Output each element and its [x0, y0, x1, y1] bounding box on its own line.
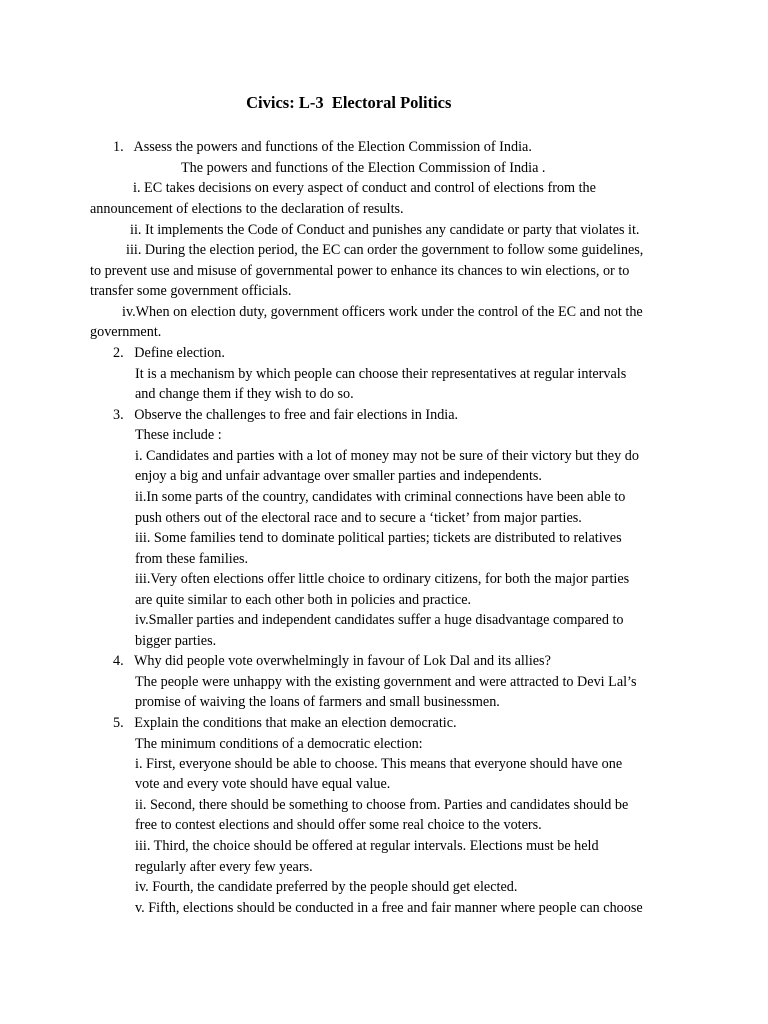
text-line: 3. Observe the challenges to free and fair elections in India.	[113, 407, 459, 423]
text-line: transfer some government officials.	[90, 283, 292, 299]
text-line: The powers and functions of the Election Commission of India .	[181, 160, 546, 176]
text-line: 2. Define election.	[113, 345, 225, 361]
text-line: iii. During the election period, the EC can order the government to follow some guidelines,	[126, 242, 644, 258]
text-line: push others out of the electoral race and to secure a ‘ticket’ from major parties.	[135, 510, 582, 526]
text-line: iii. Third, the choice should be offered at regular intervals. Elections must be held	[135, 838, 599, 854]
text-line: 1. Assess the powers and functions of the Election Commission of India.	[113, 139, 532, 155]
text-line: promise of waiving the loans of farmers and small businessmen.	[135, 694, 500, 710]
text-line: ii. It implements the Code of Conduct and punishes any candidate or party that violates it.	[130, 222, 640, 238]
text-line: i. Candidates and parties with a lot of money may not be sure of their victory but they do	[135, 448, 639, 464]
text-line: to prevent use and misuse of governmental power to enhance its chances to win elections, or to	[90, 263, 630, 279]
text-line: v. Fifth, elections should be conducted in a free and fair manner where people can choose	[135, 900, 643, 916]
text-line: i. First, everyone should be able to choose. This means that everyone should have one	[135, 756, 623, 772]
text-line: ii. Second, there should be something to choose from. Parties and candidates should be	[135, 797, 629, 813]
text-line: are quite similar to each other both in policies and practice.	[135, 592, 472, 608]
text-line: announcement of elections to the declaration of results.	[90, 201, 404, 217]
text-line: free to contest elections and should offer some real choice to the voters.	[135, 817, 542, 833]
text-line: iv.When on election duty, government officers work under the control of the EC and not the	[122, 304, 643, 320]
text-line: i. EC takes decisions on every aspect of conduct and control of elections from the	[133, 180, 596, 196]
text-line: bigger parties.	[135, 633, 217, 649]
text-line: and change them if they wish to do so.	[135, 386, 354, 402]
text-line: vote and every vote should have equal value.	[135, 776, 391, 792]
text-line: iii.Very often elections offer little choice to ordinary citizens, for both the major parties	[135, 571, 630, 587]
text-line: These include :	[135, 427, 222, 443]
text-line: The minimum conditions of a democratic election:	[135, 736, 423, 752]
document-title-text: Civics: L-3 Electoral Politics	[242, 93, 452, 112]
text-line: It is a mechanism by which people can choose their representatives at regular intervals	[135, 366, 627, 382]
text-line: 4. Why did people vote overwhelmingly in favour of Lok Dal and its allies?	[113, 653, 551, 669]
text-line: iv. Fourth, the candidate preferred by the people should get elected.	[135, 879, 518, 895]
text-line: iii. Some families tend to dominate political parties; tickets are distributed to relatives	[135, 530, 622, 546]
text-line: 5. Explain the conditions that make an election democratic.	[113, 715, 457, 731]
text-line: enjoy a big and unfair advantage over smaller parties and independents.	[135, 468, 542, 484]
text-line: government.	[90, 324, 162, 340]
text-line: iv.Smaller parties and independent candidates suffer a huge disadvantage compared to	[135, 612, 624, 628]
text-line: from these families.	[135, 551, 249, 567]
text-line: The people were unhappy with the existing government and were attracted to Devi Lal’s	[135, 674, 637, 690]
text-line: ii.In some parts of the country, candidates with criminal connections have been able to	[135, 489, 626, 505]
text-line: regularly after every few years.	[135, 859, 313, 875]
